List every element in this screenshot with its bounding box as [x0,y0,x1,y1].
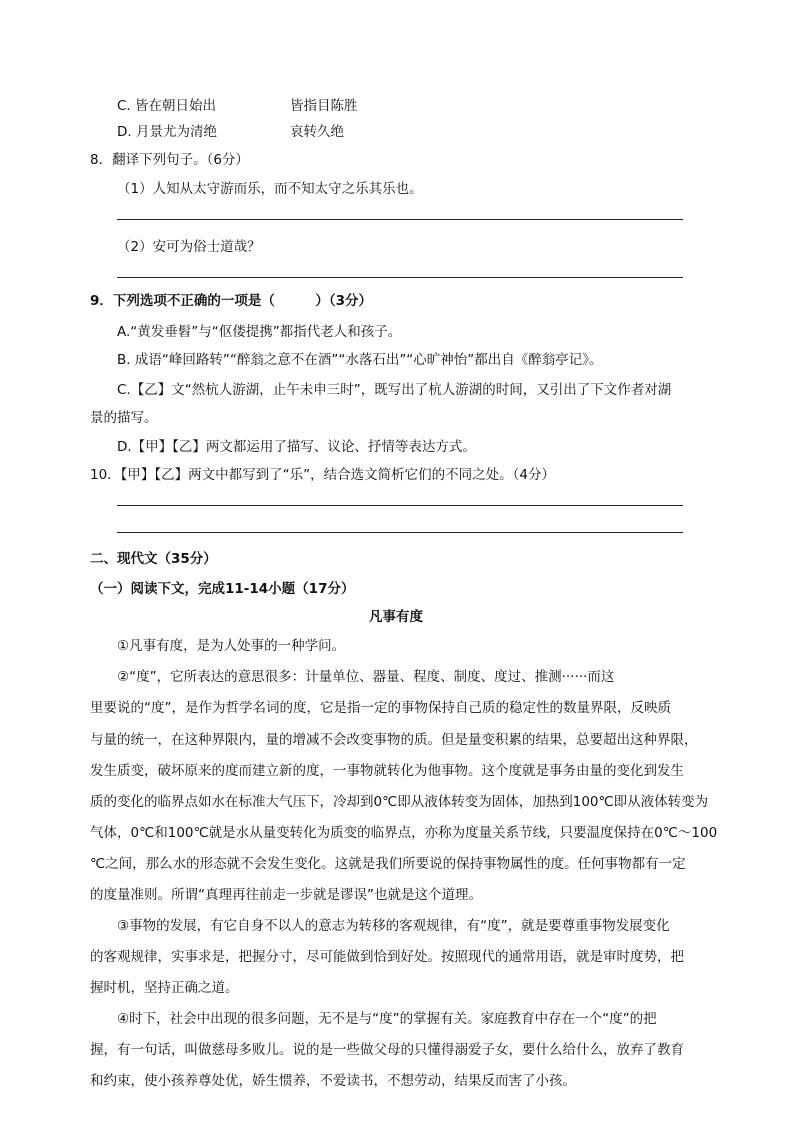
article-line: ℃之间，那么水的形态就不会发生变化。这就是我们所要说的保持事物属性的度。任何事物都有一定 [90,856,686,872]
q7-option-c-left: C. 皆在朝日始出 [117,98,217,114]
article-line: ③事物的发展，有它自身不以人的意志为转移的客观规律，有“度”，就是要尊重事物发展变化 [117,918,670,934]
article-line: 与量的统一，在这种界限内，量的增减不会改变事物的质。但是量变积累的结果，总要超出这种界限， [90,732,698,748]
article-line: 质的变化的临界点如水在标准大气压下，冷却到0℃即从液体转变为固体，加热到100℃即从液体转变为 [90,794,709,810]
q8-item-1: （1）人知从太守游而乐，而不知太守之乐其乐也。 [117,181,423,197]
answer-line[interactable] [117,532,683,533]
article-title: 凡事有度 [369,609,423,625]
article-line: 和约束，使小孩养尊处优，娇生惯养，不爱读书，不想劳动，结果反而害了小孩。 [90,1073,576,1089]
answer-line[interactable] [117,219,683,220]
q9-option-c-line1: C.【乙】文“然杭人游湖，止午未申三时”，既写出了杭人游湖的时间，又引出了下文作者对湖 [117,382,672,398]
q10-stem: 10．【甲】【乙】两文中都写到了“乐”，结合选文简析它们的不同之处。（4分） [90,467,556,483]
article-line: ①凡事有度，是为人处事的一种学问。 [117,638,346,654]
article-line: ④时下，社会中出现的很多问题，无不是与“度”的掌握有关。家庭教育中存在一个“度”的把 [117,1011,657,1027]
article-line: ②“度”，它所表达的意思很多：计量单位、器量、程度、制度、度过、推测······而这 [117,669,615,685]
q8-item-2: （2）安可为俗士道哉？ [117,239,261,255]
q9-option-d: D.【甲】【乙】两文都运用了描写、议论、抒情等表达方式。 [117,439,476,455]
q9-option-a: A.“黄发垂髫”与“伛偻提携”都指代老人和孩子。 [117,324,402,340]
answer-line[interactable] [117,277,683,278]
article-line: 握，有一句话，叫做慈母多败儿。说的是一些做父母的只懂得溺爱子女，要什么给什么，放弃了教育 [90,1042,684,1058]
article-line: 发生质变，破坏原来的度而建立新的度，一事物就转化为他事物。这个度就是事务由量的变化到发生 [90,763,684,779]
article-line: 气体，0℃和100℃就是水从量变转化为质变的临界点，亦称为度量关系节线，只要温度保持在0℃～100 [90,825,718,841]
q7-option-d-left: D. 月景尤为清绝 [117,124,217,140]
article-line: 的客观规律，实事求是，把握分寸，尽可能做到恰到好处。按照现代的通常用语，就是审时度势，把 [90,949,684,965]
article-line: 握时机，坚持正确之道。 [90,980,239,996]
q9-option-c-line2: 景的描写。 [90,410,158,426]
article-line: 的度量准则。所谓“真理再往前走一步就是谬误”也就是这个道理。 [90,887,482,903]
section-sub-heading: （一）阅读下文，完成11-14小题（17分） [90,581,355,597]
q7-option-c [117,97,216,115]
q9-stem: 9．下列选项不正确的一项是（ ）（3分） [90,293,373,309]
section-heading: 二、现代文（35分） [90,551,217,567]
q8-stem: 8．翻译下列句子。（6分） [90,152,249,168]
q7-option-d-right: 哀转久绝 [290,124,344,140]
q9-option-b: B. 成语“峰回路转”“醉翁之意不在酒”“水落石出”“心旷神怡”都出自《醉翁亭记》。 [117,352,603,368]
q7-option-c-right: 皆指目陈胜 [290,98,358,114]
article-line: 里要说的“度”，是作为哲学名词的度，它是指一定的事物保持自己质的稳定性的数量界限，反映质 [90,700,671,716]
answer-line[interactable] [117,505,683,506]
q7-option-d [117,123,217,141]
